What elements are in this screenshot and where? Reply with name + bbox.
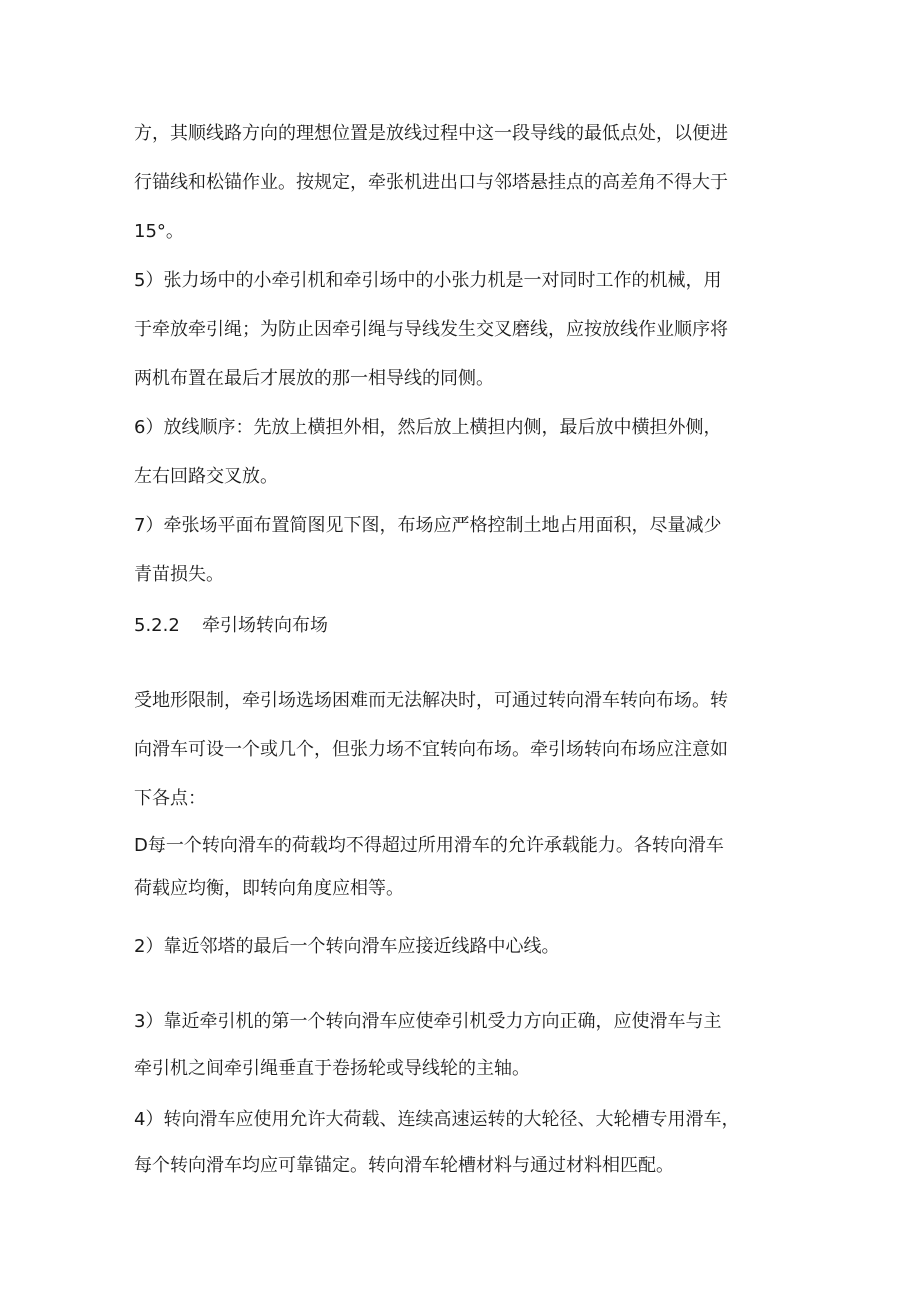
section-number: 5.2.2 (134, 615, 180, 636)
section-title: 牵引场转向布场 (202, 615, 328, 636)
text-line: 行锚线和松锚作业。按规定，牵张机进出口与邻塔悬挂点的高差角不得大于 (134, 172, 728, 193)
text-line: 3）靠近牵引机的第一个转向滑车应使牵引机受力方向正确，应使滑车与主 (134, 1011, 722, 1032)
text-line: 荷载应均衡，即转向角度应相等。 (134, 878, 404, 899)
text-line: 牵引机之间牵引绳垂直于卷扬轮或导线轮的主轴。 (134, 1058, 530, 1079)
text-line: 向滑车可设一个或几个，但张力场不宜转向布场。牵引场转向布场应注意如 (134, 739, 728, 760)
text-line: 5）张力场中的小牵引机和牵引场中的小张力机是一对同时工作的机械，用 (134, 270, 722, 291)
text-line: 4）转向滑车应使用允许大荷载、连续高速运转的大轮径、大轮槽专用滑车， (134, 1109, 740, 1130)
text-line: 于牵放牵引绳；为防止因牵引绳与导线发生交叉磨线，应按放线作业顺序将 (134, 319, 728, 340)
text-line: 青苗损失。 (134, 564, 224, 585)
text-line: 受地形限制，牵引场选场困难而无法解决时，可通过转向滑车转向布场。转 (134, 690, 728, 711)
text-line: 方，其顺线路方向的理想位置是放线过程中这一段导线的最低点处，以便进 (134, 123, 728, 144)
text-line: 15°。 (134, 221, 184, 242)
text-line: D每一个转向滑车的荷载均不得超过所用滑车的允许承载能力。各转向滑车 (134, 835, 724, 856)
text-line: 每个转向滑车均应可靠锚定。转向滑车轮槽材料与通过材料相匹配。 (134, 1155, 674, 1176)
text-line: 7）牵张场平面布置简图见下图，布场应严格控制土地占用面积，尽量减少 (134, 515, 722, 536)
text-line: 6）放线顺序：先放上横担外相，然后放上横担内侧，最后放中横担外侧， (134, 417, 722, 438)
text-line: 下各点： (134, 788, 206, 809)
section-heading (134, 614, 328, 638)
text-line: 左右回路交叉放。 (134, 466, 278, 487)
text-line: 两机布置在最后才展放的那一相导线的同侧。 (134, 368, 494, 389)
text-line: 2）靠近邻塔的最后一个转向滑车应接近线路中心线。 (134, 936, 560, 957)
